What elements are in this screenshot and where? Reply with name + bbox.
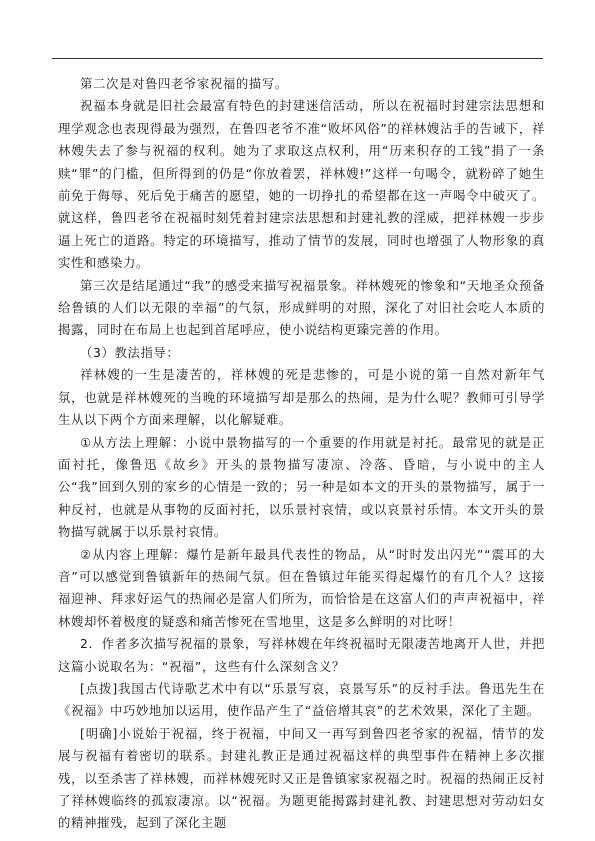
paragraph-teaching-guide-heading: （3）教法指导： <box>80 344 180 360</box>
paragraph-teaching-guide-intro: 祥林嫂的一生是凄苦的，祥林嫂的死是悲惨的，可是小说的第一自然对新年气氛，也就是祥林嫂死的当晚的环境描写却是那么的热闹，是为什么呢？教师可引导学生从以下两个方面来理解，以化解疑难。 <box>58 367 545 428</box>
paragraph-method-understanding: ①从方法上理解：小说中景物描写的一个重要的作用就是衬托。最常见的就是正面衬托，像鲁迅《故乡》开头的景物描写凄凉、冷落、昏暗，与小说中的主人公“我”回到久别的家乡的心情是一致的；另一种是如本文的开头的景物描写，属于一种反衬，也就是从事物的反面衬托，以乐景衬哀情，或以哀景衬乐情。本文开头的景物描写就属于以乐景衬哀情。 <box>58 434 545 540</box>
paragraph-clarification: [明确]小说始于祝福，终于祝福，中间又一再写到鲁四老爷家的祝福，情节的发展与祝福有着密切的联系。封建礼教正是通过祝福这样的典型事件在精神上多次摧残，以至杀害了祥林嫂，而祥林嫂死时又正是鲁镇家家祝福之时。祝福的热闹正反衬了祥林嫂临终的孤寂凄凉。以“祝福。为题更能揭露封建礼教、封建思想对劳动妇女的精神摧残，起到了深化主题 <box>58 725 545 831</box>
paragraph-question-2: 2．作者多次描写祝福的景象，写祥林嫂在年终祝福时无限凄苦地离开人世，并把这篇小说取名为：“祝福”，这些有什么深刻含义？ <box>58 636 545 674</box>
paragraph-content-understanding: ②从内容上理解：爆竹是新年最具代表性的物品，从“时时发出闪光”“震耳的大音”可以感觉到鲁镇新年的热闹气氛。但在鲁镇过年能买得起爆竹的有几个人？这接福迎神、拜求好运气的热闹必是富人们所为，而恰恰是在这富人们的声声祝福中，祥林嫂却怀着极度的疑惑和痛苦惨死在雪地里，这是多么鲜明的对比呀！ <box>58 546 545 629</box>
paragraph-second-description: 第二次是对鲁四老爷家祝福的描写。 <box>80 76 288 91</box>
paragraph-third-description: 第三次是结尾通过“我”的感受来描写祝福景象。祥林嫂死的惨象和“天地圣众预备给鲁镇的人们以无限的幸福”的气氛，形成鲜明的对照，深化了对旧社会吃人本质的揭露，同时在布局上也起到首尾呼应，使小说结构更臻完善的作用。 <box>58 277 545 338</box>
paragraph-hint: [点拨]我国古代诗歌艺术中有以“乐景写哀，哀景写乐”的反衬手法。鲁迅先生在《祝福》中巧妙地加以运用，使作品产生了“益倍增其哀”的艺术效果，深化了主题。 <box>58 680 545 719</box>
header-divider <box>52 58 543 59</box>
paragraph-blessing-analysis: 祝福本身就是旧社会最富有特色的封建迷信活动，所以在祝福时封建宗法思想和理学观念也表现得最为强烈，在鲁四老爷不准“败坏风俗”的祥林嫂沾手的告诫下，祥林嫂失去了参与祝福的权利。她为了求取这点权利，用“历来积存的工钱”捐了一条赎“罪”的门槛，但所得到的仍是“你放着罢，祥林嫂!”这样一句喝令，就粉碎了她生前免于侮辱、死后免于痛苦的愿望，她的一切挣扎的希望都在这一声喝令中破灭了。就这样，鲁四老爷在祝福时刻凭着封建宗法思想和封建礼教的淫威，把祥林嫂一步步逼上死亡的道路。特定的环境描写，推动了情节的发展，同时也增强了人物形象的真实性和感染力。 <box>58 98 545 271</box>
document-body <box>58 73 545 835</box>
